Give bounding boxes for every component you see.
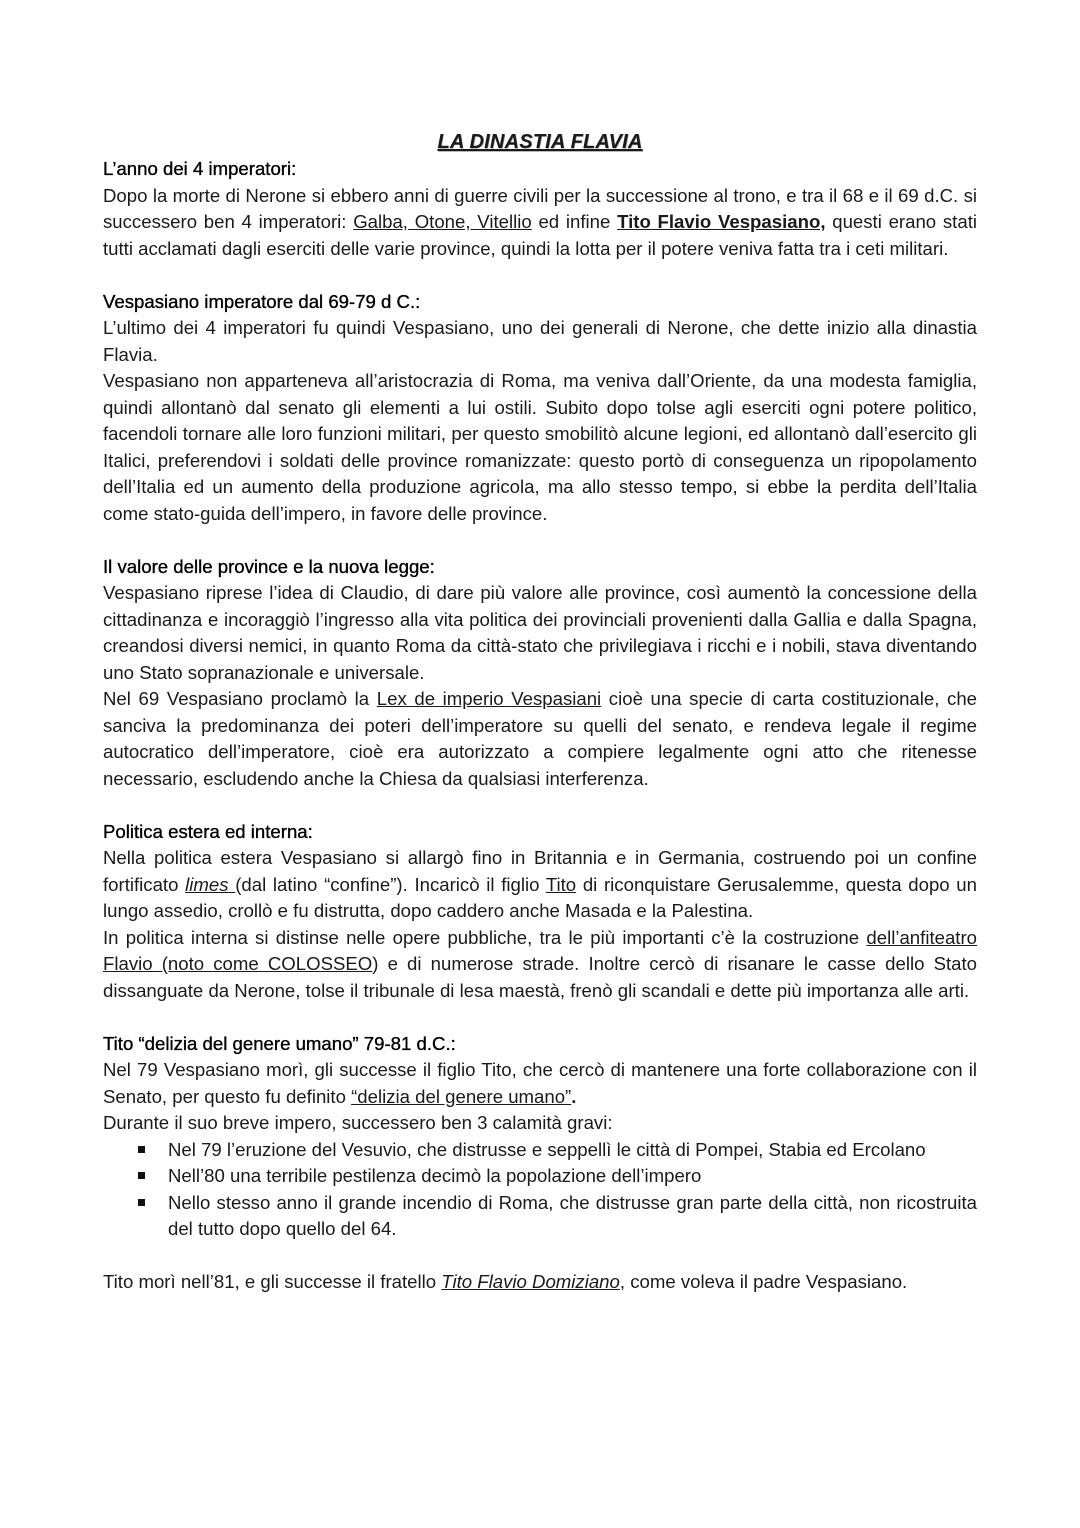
text-run: ed infine: [531, 211, 618, 232]
section-heading: Vespasiano imperatore dal 69-79 d C.:: [103, 290, 421, 312]
text-run: .: [571, 1085, 577, 1107]
text-run: Nella politica estera Vespasiano si allargò fino in Britannia e in Germania, costruendo poi un confine fortificato: [103, 847, 977, 895]
paragraph: Vespasiano non apparteneva all’aristocrazia di Roma, ma veniva dall’Oriente, da una modesta famiglia, quindi allontanò dal senato gli elementi a lui ostili. Subito dopo tolse agli eserciti ogni potere politico, facendoli tornare alle loro funzioni militari, per questo smobilitò alcune legioni, ed allontanò dall’esercito gli Italici, preferendovi i soldati delle province romanizzate: questo portò di conseguenza un ripopolamento dell’Italia ed un aumento della produzione agricola, ma allo stesso tempo, si ebbe la perdita dell’Italia come stato-guida dell’impero, in favore delle province.: [103, 370, 977, 524]
list-item: Nello stesso anno il grande incendio di Roma, che distrusse gran parte della città, non ricostruita del tutto dopo quello del 64.: [168, 1190, 977, 1243]
text-run: Nel 79 Vespasiano morì, gli successe il figlio Tito, che cercò di mantenere una forte collaborazione con il Senato, per questo fu definito: [103, 1059, 977, 1107]
section-anno-4-imperatori: [103, 156, 977, 262]
colosseo-term: dell’anfiteatro Flavio (noto come COLOSSEO: [103, 926, 977, 974]
paragraph: [103, 686, 977, 792]
section-heading: Tito “delizia del genere umano” 79-81 d.C.:: [103, 1032, 456, 1054]
paragraph: L’ultimo dei 4 imperatori fu quindi Vespasiano, uno dei generali di Nerone, che dette inizio alla dinastia Flavia.: [103, 317, 977, 365]
section-vespasiano: [103, 289, 977, 528]
page-title: LA DINASTIA FLAVIA: [437, 131, 643, 153]
emperors-names: Galba, Otone, Vitellio: [353, 211, 532, 232]
delizia-term: “delizia del genere umano”: [351, 1085, 572, 1107]
section-conclusion: [103, 1269, 977, 1296]
section-politica: [103, 819, 977, 1005]
section-tito: [103, 1031, 977, 1243]
tito-flavio-vespasiano: Tito Flavio Vespasiano,: [617, 211, 826, 232]
section-heading: L’anno dei 4 imperatori:: [103, 158, 297, 179]
text-run: Tito morì nell’81, e gli successe il fratello: [103, 1271, 442, 1292]
paragraph: Vespasiano riprese l’idea di Claudio, di dare più valore alle province, così aumentò la concessione della cittadinanza e incoraggiò l’ingresso alla vita politica dei provinciali provenienti dalla Gallia e dalla Spagna, creandosi diversi nemici, in quanto Roma da città-stato che privilegiava i ricchi e i nobili, stava diventando uno Stato sopranazionale e universale.: [103, 582, 977, 683]
paragraph: Durante il suo breve impero, successero ben 3 calamità gravi:: [103, 1112, 613, 1133]
text-run: questi erano stati tutti acclamati dagli eserciti delle varie province, quindi la lotta per il potere veniva fatta tra i ceti militari.: [103, 211, 977, 259]
text-run: In politica interna si distinse nelle opere pubbliche, tra le più importanti c’è la costruzione: [103, 926, 867, 948]
text-run: Nel 69 Vespasiano proclamò la: [103, 688, 377, 709]
limes-term: limes: [185, 873, 236, 895]
section-valore-province: [103, 554, 977, 793]
list-item: Nel 79 l’eruzione del Vesuvio, che distrusse e seppellì le città di Pompei, Stabia ed Ercolano: [168, 1137, 977, 1164]
text-run: , come voleva il padre Vespasiano.: [619, 1271, 908, 1292]
section-heading: Il valore delle province e la nuova legge:: [103, 555, 435, 577]
lex-de-imperio: Lex de imperio Vespasiani: [376, 688, 602, 709]
text-run: ) e di numerose strade. Inoltre cercò di risanare le casse dello Stato dissanguate da Nerone, tolse il tribunale di lesa maestà, frenò gli scandali e dette più importanza alle arti.: [103, 953, 977, 1001]
section-heading: Politica estera ed interna:: [103, 820, 313, 842]
text-run: cioè una specie di carta costituzionale, che sanciva la predominanza dei poteri dell’imperatore su quelli del senato, e rendeva legale il regime autocratico dell’imperatore, cioè era autorizzato a compiere legalmente ogni atto che ritenesse necessario, escludendo anche la Chiesa da qualsiasi interferenza.: [103, 688, 978, 789]
document-page: [103, 128, 977, 1322]
list-item: Nell’80 una terribile pestilenza decimò la popolazione dell’impero: [168, 1163, 977, 1190]
paragraph: [103, 1269, 977, 1296]
text-run: di riconquistare Gerusalemme, questa dopo un lungo assedio, crollò e fu distrutta, dopo caddero anche Masada e la Palestina.: [103, 873, 977, 921]
paragraph: [103, 925, 977, 1005]
paragraph: [103, 845, 977, 925]
paragraph: [103, 1057, 977, 1110]
calamities-list: [103, 1137, 977, 1243]
text-run: (dal latino “confine”). Incaricò il figlio: [235, 873, 546, 895]
domiziano-name: Tito Flavio Domiziano: [441, 1271, 620, 1292]
paragraph: [103, 183, 977, 263]
text-run: Dopo la morte di Nerone si ebbero anni di guerre civili per la successione al trono, e tra il 68 e il 69 d.C. si successero ben 4 imperatori:: [103, 184, 977, 232]
tito-name: Tito: [545, 873, 577, 895]
